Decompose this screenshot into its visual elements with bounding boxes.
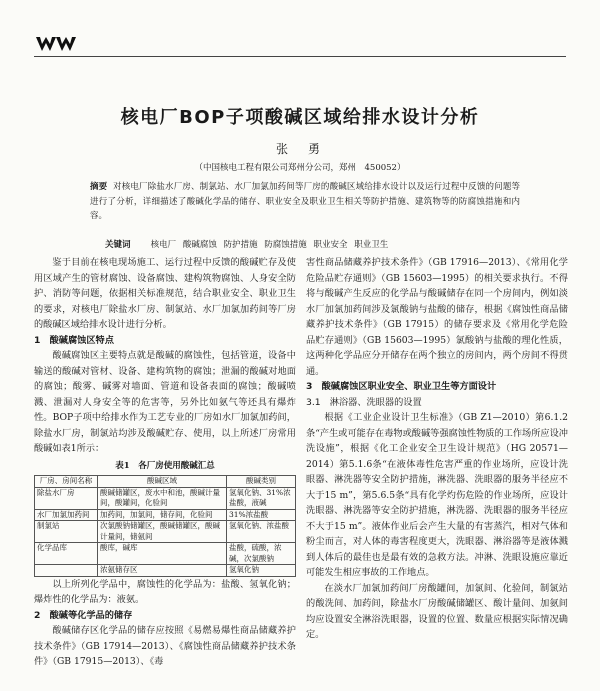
body-paragraph: 根据《工业企业设计卫生标准》（GB Z1—2010）第6.1.2条“产生或可能存在毒物或酸碱等强腐蚀性物质的工作场所应设冲洗设施”，根据《化工企业安全卫生设计规范》（HG 20571—2014）第5.1.6条“在液体毒性危害严重的作业场所，应设计洗眼器、淋洗器等安全防护措施，淋洗器、洗眼器的服务半径应不大于15 m”，第5.6.5条“具有化学灼伤危险的作业场所，应设计洗眼器、淋洗器等安全防护措施，淋洗器、洗眼器的服务半径应不大于15 m”。液体作业后会产生大量的有害蒸汽，相对气体和粉尘而言，对人体的毒害程度更大，洗眼器、淋浴器等是液体溅到人体后的最佳也是最有效的急救方法。冲淋、洗眼设施应靠近可能发生相应事故的工作地点。 xyxy=(306,412,568,578)
table-cell: 加药间，加氯间，储存间，化验间 xyxy=(98,509,227,521)
keyword: 防护措施 xyxy=(223,240,258,250)
keywords xyxy=(105,238,525,250)
table-cell: 氢氧化钠 xyxy=(227,565,296,577)
keyword: 酸碱腐蚀 xyxy=(182,240,217,250)
abstract xyxy=(90,180,520,224)
body-paragraph: 在淡水厂加氯加药间厂房酸罐间，加氯间、化验间，制氯站的酸洗间、加药间，除盐水厂房酸碱储罐区、酸计量间、加氨间均应设置安全淋浴洗眼器，设置的位置、数量应根据实际情况确定。 xyxy=(306,582,568,640)
table-row xyxy=(35,487,296,509)
table-cell: 制氯站 xyxy=(35,521,98,543)
table-header-row xyxy=(35,476,296,488)
journal-logo-icon xyxy=(34,34,86,54)
left-column xyxy=(34,255,296,670)
table-header: 酸碱类别 xyxy=(227,476,296,488)
keyword: 职业安全 xyxy=(313,240,348,250)
table-header: 厂房、房间名称 xyxy=(35,476,98,488)
keyword: 职业卫生 xyxy=(354,240,389,250)
table-cell xyxy=(35,565,98,577)
table-cell: 除盐水厂房 xyxy=(35,487,98,509)
body-paragraph: 酸碱腐蚀区主要特点就是酸碱的腐蚀性，包括管道，设备中输送的酸碱对管材、设备、建构筑物的腐蚀；泄漏的酸碱对地面的腐蚀；酸雾、碱雾对墙面、管道和设备表面的腐蚀；酸碱喷溅、泄漏对人身安全等的危害等，另外比如氨气等还具有爆炸性。BOP子项中给排水作为工艺专业的厂房如水厂加氯加药间，除盐水厂房，制氯站均涉及酸碱贮存、使用，以上所述厂房常用酸碱如表1所示： xyxy=(34,350,296,454)
section-heading: 3 酸碱腐蚀区职业安全、职业卫生等方面设计 xyxy=(306,381,497,392)
table-cell: 水厂加氯加药间 xyxy=(35,509,98,521)
abstract-text: 对核电厂除盐水厂房、制氯站、水厂加氯加药间等厂房的酸碱区域给排水设计以及运行过程中反馈的问题等进行了分析，详细描述了酸碱化学品的储存、职业安全及职业卫生相关等防护措施、建筑物等的防腐蚀措施和内容。 xyxy=(90,182,520,221)
table-header: 酸碱区域 xyxy=(98,476,227,488)
section-heading: 2 酸碱等化学品的储存 xyxy=(34,609,133,621)
table-row xyxy=(35,565,296,577)
table-caption: 表1 各厂房使用酸碱汇总 xyxy=(115,460,215,471)
intro-paragraph: 鉴于目前在核电现场施工、运行过程中反馈的酸碱贮存及使用区域产生的管材腐蚀、设备腐蚀、建构筑物腐蚀、人身安全防护、消防等问题，依据相关标准规范，结合职业安全、职业卫生的要求，对核电厂除盐水厂房、制氯站、水厂加氯加药间等厂房的酸碱区域给排水设计进行分析。 xyxy=(34,257,296,330)
table-cell: 酸碱储罐区，废水中和池，酸碱计量间，酸罐间，化验间 xyxy=(98,487,227,509)
table-cell: 浓氨储存区 xyxy=(98,565,227,577)
abstract-label: 摘要 xyxy=(90,182,108,192)
table-cell: 酸库，碱库 xyxy=(98,543,227,565)
subsection-heading: 3.1 淋浴器、洗眼器的设置 xyxy=(306,396,422,408)
table-row xyxy=(35,509,296,521)
keyword: 防腐蚀措施 xyxy=(264,240,307,250)
keyword: 核电厂 xyxy=(150,240,177,250)
table-cell: 氢氧化钠、浓盐酸 xyxy=(227,521,296,543)
body-paragraph: 害性商品储藏养护技术条件》（GB 17916—2013）、《常用化学危险品贮存通则》（GB 15603—1995）的相关要求执行。不得将与酸碱产生反应的化学品与酸碱储存在同一个房间内，例如淡水厂加氯加药间涉及氯酸钠与盐酸的储存，根据《腐蚀性商品储藏养护技术条件》（GB 17915）的储存要求及《常用化学危险品贮存通则》（GB 15603—1995）氯酸钠与盐酸的理化性质，这两种化学品应分开储存在两个独立的房间内，两个房间不得贯通。 xyxy=(306,257,568,377)
table-cell: 31%浓盐酸 xyxy=(227,509,296,521)
paper-title: 核电厂BOP子项酸碱区域给排水设计分析 xyxy=(120,107,480,128)
table-cell: 盐酸，硫酸，浓碱，次氯酸钠 xyxy=(227,543,296,565)
body-paragraph: 以上所列化学品中，腐蚀性的化学品为：盐酸、氢氧化钠；爆炸性的化学品为：液氨。 xyxy=(34,578,296,605)
right-column xyxy=(306,255,568,643)
keywords-label: 关键词 xyxy=(105,240,131,250)
table-cell: 氢氧化钠、31%浓盐酸，液碱 xyxy=(227,487,296,509)
table-row xyxy=(35,543,296,565)
table-cell: 化学品库 xyxy=(35,543,98,565)
table-cell: 次氯酸钠储罐区，酸碱储罐区，酸碱计量间，储氨间 xyxy=(98,521,227,543)
acid-alkali-table xyxy=(34,475,296,577)
section-heading: 1 酸碱腐蚀区特点 xyxy=(34,334,114,346)
author: 张 勇 xyxy=(275,142,324,156)
body-paragraph: 酸碱储存区化学品的储存应按照《易燃易爆性商品储藏养护技术条件》（GB 17914—2013）、《腐蚀性商品储藏养护技术条件》（GB 17915—2013）、《毒 xyxy=(34,625,296,667)
table-row xyxy=(35,521,296,543)
header-rule xyxy=(34,56,566,57)
affiliation: （中国核电工程有限公司郑州分公司，郑州 450052） xyxy=(194,163,406,173)
